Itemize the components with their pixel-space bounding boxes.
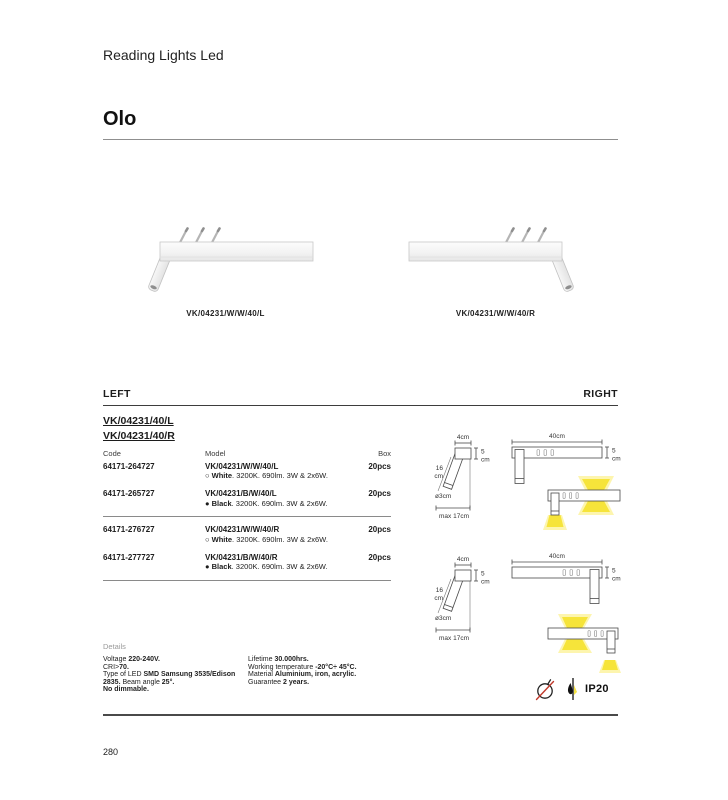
product-photo-left-lamp-icon (132, 220, 320, 292)
row-model (205, 525, 351, 544)
detail-line-led-type: Type of LED SMD Samsung 3535/Edison 2835. Beam angle 25°. (103, 671, 236, 686)
table-row (103, 489, 391, 508)
row-model-code: VK/04231/B/W/40/L (205, 488, 277, 498)
dim-tube-length-unit: cm (434, 595, 443, 602)
ip-rating-label: IP20 (585, 683, 609, 695)
product-figure-right (398, 220, 593, 318)
table-header-row (103, 450, 391, 459)
row-code: 64171-265727 (103, 488, 155, 498)
detail-line-dimmable: No dimmable. (103, 686, 149, 694)
dim-bar-height-value: 5 (612, 447, 616, 455)
color-dot-icon: ● (205, 498, 210, 508)
dimension-diagrams (430, 430, 630, 675)
dim-bar-length-label: 40cm (549, 433, 565, 440)
row-model-code: VK/04231/W/W/40/R (205, 525, 280, 535)
dim-bar-length-label: 40cm (549, 553, 565, 560)
color-dot-icon: ● (205, 562, 210, 572)
row-model-code: VK/04231/W/W/40/L (205, 461, 279, 471)
row-specs: . 3200K. 690lm. 3W & 2x6W. (231, 498, 328, 508)
details-column-right (248, 656, 398, 694)
spec-icons-row (534, 676, 609, 702)
variant-divider (103, 405, 618, 406)
row-specs: . 3200K. 690lm. 3W & 2x6W. (232, 534, 328, 544)
dim-bar-height-value: 5 (481, 570, 485, 578)
row-model-code: VK/04231/B/W/40/R (205, 552, 278, 562)
variant-label-right: RIGHT (583, 388, 618, 400)
color-dot-icon: ○ (205, 471, 210, 481)
color-dot-icon: ○ (205, 534, 210, 544)
page-number: 280 (103, 747, 119, 757)
dim-bar-depth-label: 4cm (456, 556, 470, 563)
dim-tube-length-value: 16 (435, 587, 443, 594)
diagram-side-view-left (430, 432, 505, 527)
row-box: 20pcs (368, 461, 391, 471)
variant-label-left: LEFT (103, 388, 131, 400)
row-code: 64171-276727 (103, 525, 155, 535)
family-code-right: VK/04231/40/R (103, 429, 175, 442)
dim-bar-height-unit: cm (612, 455, 621, 463)
detail-line-lifetime: Lifetime 30.000hrs. (248, 656, 309, 663)
row-color: Black (211, 498, 232, 508)
dim-bar-height-unit: cm (481, 578, 490, 586)
diagram-front-view-left (504, 430, 630, 534)
row-box: 20pcs (368, 525, 391, 535)
table-separator (103, 516, 391, 517)
row-code: 64171-264727 (103, 461, 155, 471)
detail-line-guarantee: Guarantee 2 years. (248, 678, 310, 686)
table-header-box: Box (378, 449, 391, 458)
row-color: Black (211, 562, 232, 572)
detail-line-working-temp: Working temperature -20°C÷ 45°C. (248, 663, 357, 671)
product-photo-right-lamp-icon (402, 220, 590, 292)
product-caption-right: VK/04231/W/W/40/R (455, 309, 536, 318)
dim-tube-length-value: 16 (435, 465, 443, 472)
row-color: White (211, 471, 233, 481)
details-column-left (103, 656, 248, 694)
details-label: Details (103, 642, 126, 651)
row-model-desc (205, 500, 351, 509)
detail-line-material: Material Aluminium, iron, acrylic. (248, 671, 357, 679)
table-row (103, 553, 391, 572)
family-code-left: VK/04231/40/L (103, 415, 174, 427)
table-row (103, 525, 391, 544)
footer-divider (103, 714, 618, 716)
detail-line-cri: CRI>70. (103, 663, 129, 671)
row-color: White (211, 534, 233, 544)
table-header-code: Code (103, 449, 121, 458)
dim-bar-height-unit: cm (612, 575, 621, 583)
row-code: 64171-277727 (103, 552, 155, 562)
dim-bar-depth-label: 4cm (456, 434, 470, 441)
product-caption-left: VK/04231/W/W/40/L (186, 309, 265, 318)
row-box: 20pcs (368, 488, 391, 498)
dim-max-extension-label: max 17cm (439, 513, 469, 520)
dim-tube-diameter-label: ø3cm (435, 615, 452, 622)
detail-line-voltage: Voltage 220-240V. (103, 656, 160, 663)
table-header-model: Model (205, 449, 226, 458)
product-figure-left (128, 220, 323, 318)
family-codes (103, 414, 175, 443)
row-model-desc (205, 472, 351, 481)
title-divider (103, 139, 618, 140)
dim-tube-length-unit: cm (434, 473, 443, 480)
row-box: 20pcs (368, 552, 391, 562)
row-model (205, 489, 351, 508)
category-heading: Reading Lights Led (103, 47, 224, 63)
table-row (103, 462, 391, 481)
row-specs: . 3200K. 690lm. 3W & 2x6W. (232, 471, 328, 481)
flame-glow (574, 685, 577, 695)
order-table (103, 450, 391, 581)
row-model-desc (205, 563, 351, 572)
page-title: Olo (103, 108, 137, 130)
dim-tube-diameter-label: ø3cm (435, 493, 452, 500)
dim-bar-height-value: 5 (481, 448, 485, 456)
diagram-side-view-right (430, 554, 505, 649)
details-section (103, 656, 533, 694)
flame-surface-icon (565, 676, 578, 702)
row-specs: . 3200K. 690lm. 3W & 2x6W. (231, 562, 328, 572)
dim-bar-height-unit: cm (481, 456, 490, 464)
table-separator (103, 580, 391, 581)
no-dimmable-icon (534, 677, 558, 702)
row-model (205, 553, 351, 572)
dim-max-extension-label: max 17cm (439, 635, 469, 642)
row-model (205, 462, 351, 481)
dim-bar-height-value: 5 (612, 567, 616, 575)
variant-header (103, 388, 618, 400)
row-model-desc (205, 536, 351, 545)
